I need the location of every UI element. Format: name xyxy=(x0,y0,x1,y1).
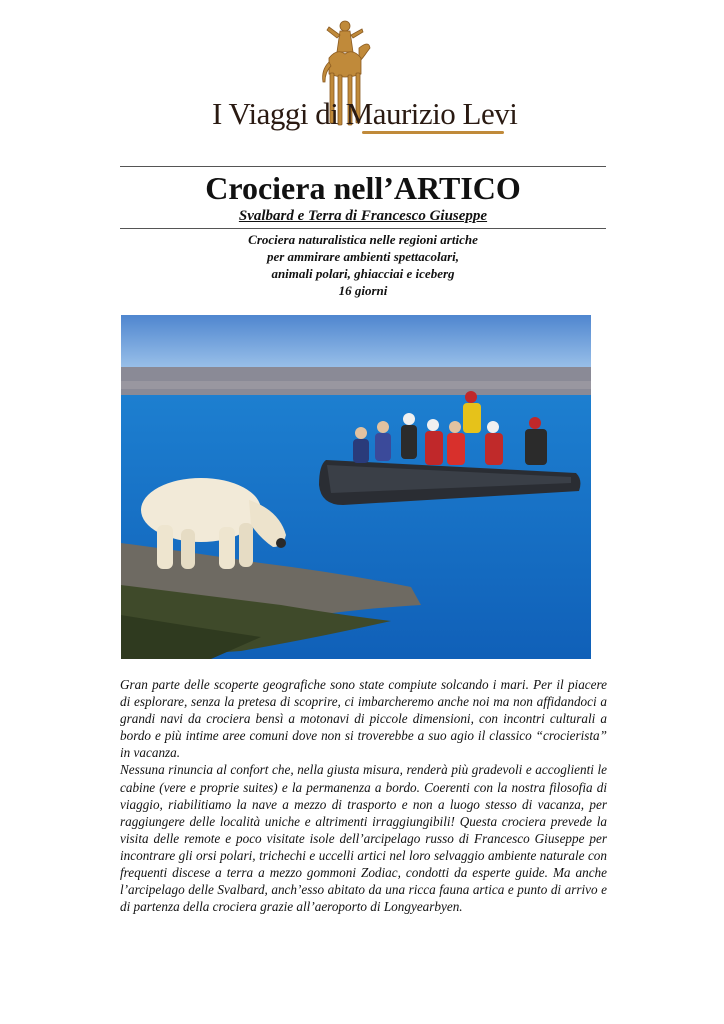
company-logo xyxy=(212,18,518,143)
polar-bear-and-zodiac-photo xyxy=(121,315,591,659)
body-paragraph: Nessuna rinuncia al confort che, nella giusta misura, renderà più gradevoli e accoglienti le cabine (vere e proprie suites) e la permanenza a bordo. Coerenti con la nostra filosofia di viaggio, riabilitiamo la nave a mezzo di trasporto e non a luogo stesso di vacanza, per raggiungere delle località uniche e altrimenti irraggiungibili! Questa crociera prevede la visita delle remote e poco visitate isole dell’arcipelago russo di Francesco Giuseppe per incontrare gli orsi polari, trichechi e uccelli artici nel loro selvaggio ambiente naturale con frequenti discese a terra a mezzo gommoni Zodiac, condotti da esperte guide. Ma anche l’arcipelago delle Svalbard, anch’esso abitato da una ricca fauna artica e punto di arrivo e di partenza della crociera grazie all’aeroporto di Longyearbyen. xyxy=(120,762,607,915)
page-title: Crociera nell’ARTICO xyxy=(205,170,521,206)
tagline xyxy=(120,231,606,299)
tagline-line: per ammirare ambienti spettacolari, xyxy=(266,249,460,264)
article-body xyxy=(120,676,607,915)
page-subtitle: Svalbard e Terra di Francesco Giuseppe xyxy=(238,208,488,224)
tagline-line: Crociera naturalistica nelle regioni artiche xyxy=(248,232,478,247)
photo-illustration xyxy=(121,315,591,659)
brand-underline xyxy=(362,131,504,134)
body-paragraph: Gran parte delle scoperte geografiche sono state compiute solcando i mari. Per il piacere di esplorare, senza la pretesa di scoprire, ci imbarcheremo anche noi ma non affidandoci a grandi navi da crociera bensì a motonavi di piccole dimensioni, con incontri culturali a bordo e più intime aree comuni dove non si troverebbe a suo agio il classico “crocierista” in vacanza. xyxy=(120,677,607,761)
tagline-line: animali polari, ghiacciai e iceberg xyxy=(271,266,455,281)
header-rule-bottom xyxy=(120,228,606,229)
sky xyxy=(121,315,591,370)
tagline-duration: 16 giorni xyxy=(338,283,388,298)
brand-name: I Viaggi di Maurizio Levi xyxy=(212,96,518,131)
header-rule-top xyxy=(120,166,606,167)
